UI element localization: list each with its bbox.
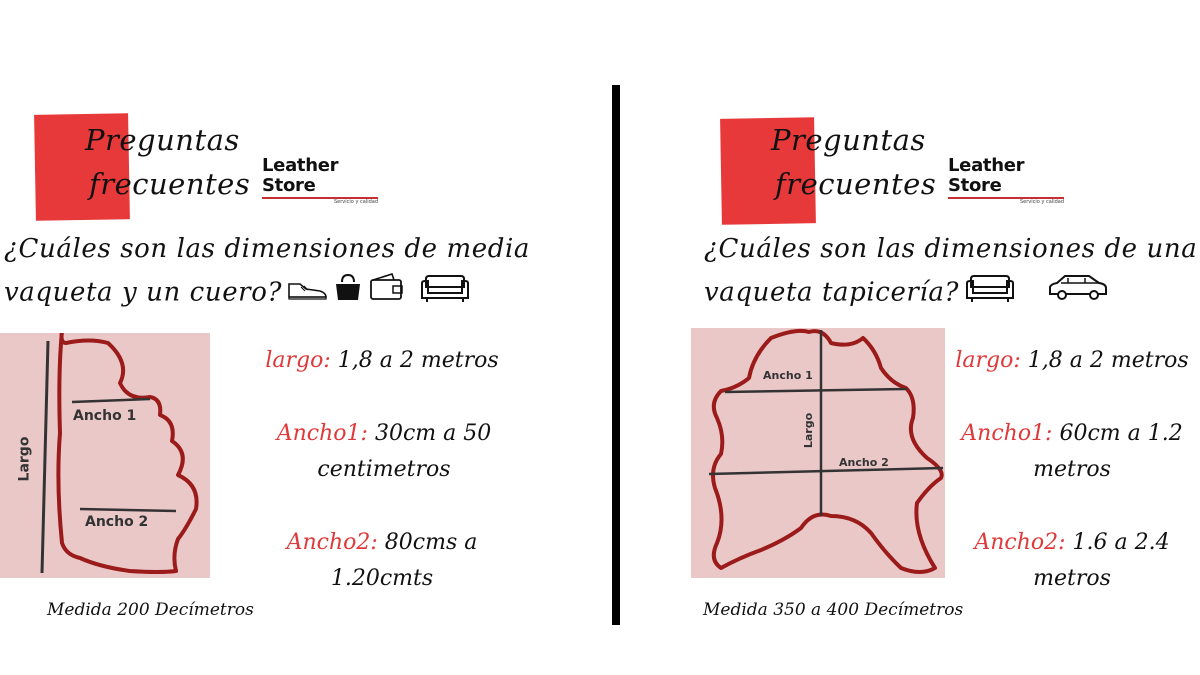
wallet-icon [368, 272, 406, 315]
spec-ancho2 [960, 525, 1184, 597]
ancho1-line [725, 389, 907, 392]
spec-value-line-2: metros [1033, 457, 1111, 482]
logo-name: Leather Store [262, 155, 339, 196]
spec-key: largo: [955, 348, 1021, 373]
right-panel [620, 0, 1200, 675]
faq-title [85, 118, 250, 206]
sofa-icon [420, 270, 470, 317]
spec-largo [952, 343, 1192, 379]
footnote: Medida 200 Decímetros [47, 600, 254, 620]
car-icon [1047, 272, 1109, 315]
question-line-2-text: vaqueta y un cuero? [4, 277, 283, 308]
footnote: Medida 350 a 400 Decímetros [703, 600, 964, 620]
question [704, 228, 1197, 317]
leather-store-logo [948, 156, 1064, 205]
title-line-1: Preguntas [85, 123, 240, 157]
ancho2-line [709, 468, 943, 474]
label-ancho1: Ancho 1 [763, 369, 813, 382]
largo-line [42, 341, 48, 573]
spec-ancho1 [272, 416, 496, 488]
leather-store-logo [262, 156, 378, 205]
ancho1-line [72, 399, 150, 402]
ancho2-line [80, 509, 176, 511]
spec-key: Ancho1: [961, 421, 1053, 446]
question-line-2-text: vaqueta tapicería? [704, 277, 960, 308]
spec-key: Ancho2: [974, 530, 1066, 555]
spec-key: Ancho2: [286, 530, 378, 555]
title-line-2: frecuentes [775, 167, 937, 201]
spec-ancho2 [270, 525, 494, 597]
spec-largo [262, 343, 502, 379]
spec-value: 60cm a 1.2 [1052, 421, 1183, 446]
question-line-2 [4, 270, 530, 317]
spec-value: 30cm a 50 [367, 421, 492, 446]
logo-name: Leather Store [948, 155, 1025, 196]
shoe-icon [286, 273, 328, 315]
spec-value-line-2: 1.20cmts [330, 566, 434, 591]
label-ancho2: Ancho 2 [839, 456, 889, 469]
full-hide-diagram [691, 328, 945, 578]
spec-value: 1,8 a 2 metros [330, 348, 499, 373]
full-hide-outline [713, 331, 942, 572]
question-line-1: ¿Cuáles son las dimensiones de una [704, 234, 1198, 264]
half-hide-outline [58, 333, 196, 572]
half-hide-diagram [0, 333, 210, 578]
handbag-icon [332, 272, 364, 315]
question [4, 228, 530, 317]
spec-value: 80cms a [377, 530, 478, 555]
label-largo: Largo [802, 412, 816, 449]
logo-tagline: Servicio y calidad [1020, 199, 1064, 205]
spec-value: 1.6 a 2.4 [1065, 530, 1170, 555]
title-line-2: frecuentes [89, 167, 251, 201]
label-ancho1: Ancho 1 [73, 408, 137, 424]
spec-ancho1 [954, 416, 1190, 488]
spec-key: Ancho1: [276, 421, 368, 446]
question-line-2 [704, 270, 1197, 317]
spec-value-line-2: centimetros [317, 457, 451, 482]
question-line-1: ¿Cuáles son las dimensiones de media [4, 234, 531, 264]
panel-divider [612, 85, 620, 625]
label-largo: Largo [16, 436, 33, 482]
spec-key: largo: [265, 348, 331, 373]
faq-title [771, 118, 936, 206]
label-ancho2: Ancho 2 [85, 514, 149, 530]
logo-tagline: Servicio y calidad [334, 199, 378, 205]
spec-value-line-2: metros [1033, 566, 1111, 591]
sofa-icon [963, 270, 1017, 317]
spec-value: 1,8 a 2 metros [1020, 348, 1189, 373]
title-line-1: Preguntas [771, 123, 926, 157]
